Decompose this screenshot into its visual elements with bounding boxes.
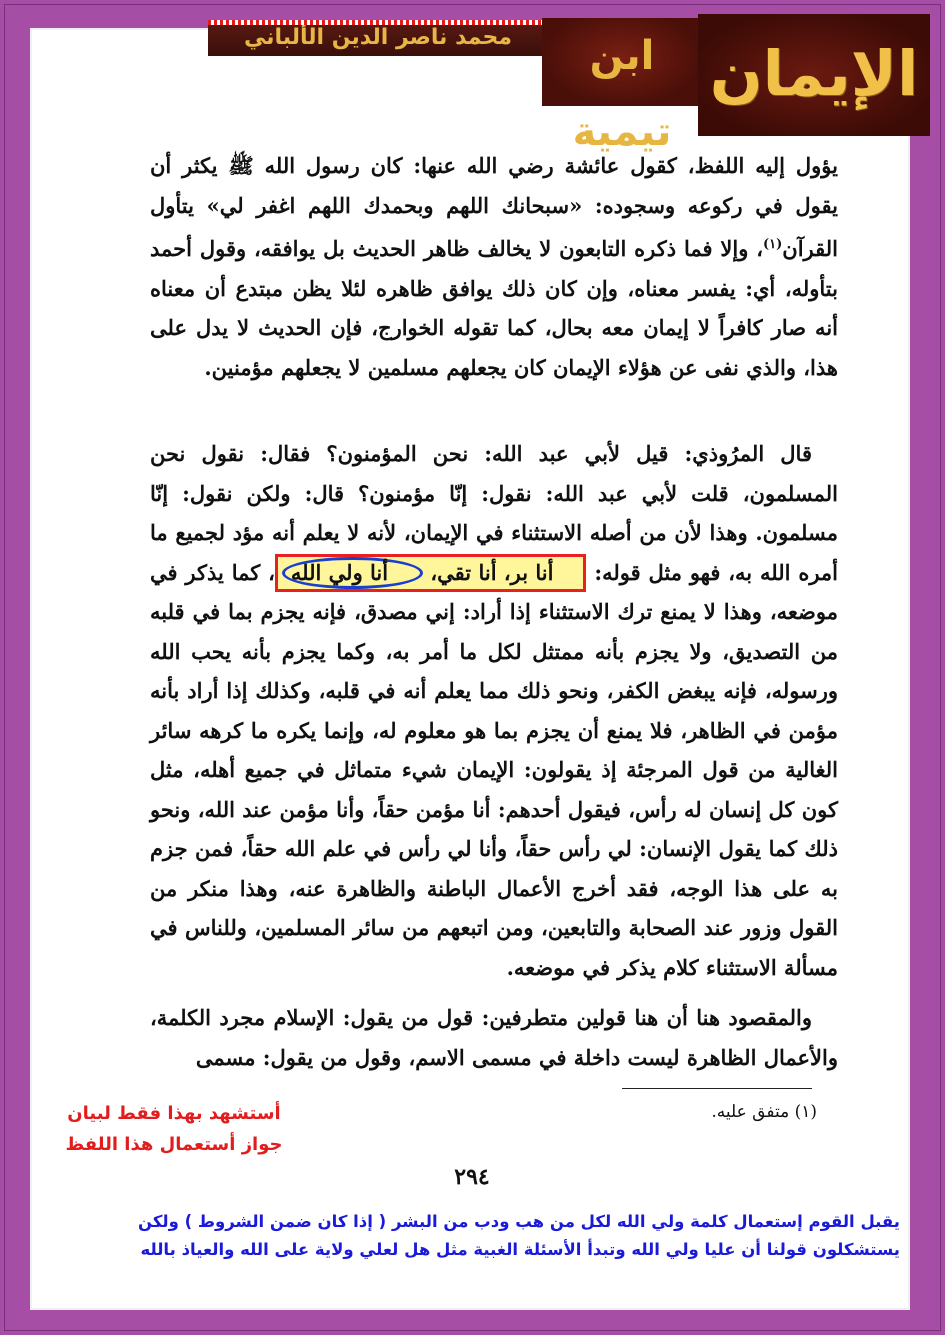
paragraph-1-continued: ، وإلا فما ذكره التابعون لا يخالف ظاهر الحديث بل يوافقه، وقول أحمد بتأوله، أي: يفسر معناه، وإن كان ذلك يوافق ظاهره لئلا يظن مبتدع أن معناه أنه صار كافراً لا إيمان معه بحال، كما تقوله الخوارج، فإن الحديث لا يدل على هذا، والذي نفى عن هؤلاء الإيمان كان يجعلهم مسلمين لا يجعلهم مؤمنين. [150, 236, 838, 380]
paragraph-2-after: ، كما يذكر في موضعه، وهذا لا يمنع ترك الاستثناء إذا أراد: إني مصدق، فإنه يجزم بما في قلبه من التصديق، ولا يجزم بأنه ممتثل لكل ما أمر به، وكما يجزم بأنه يحب الله ورسوله، فإنه يبغض الكفر، ونحو ذلك مما يعلم أنه في قلبه، وكذلك إذا أراد بأنه مؤمن في الظاهر، فلا يمنع أن يجزم بما هو معلوم له، وإنما يكره ما كرهه سائر الغالية من قول المرجئة إذ يقولون: الإيمان شيء متماثل في جميع أهله، مثل كون كل إنسان له رأس، فيقول أحدهم: أنا مؤمن حقاً، وأنا مؤمن عند الله، ونحو ذلك كما يقول الإنسان: لي رأس حقاً، وأنا لي رأس في علم الله حقاً، فمن جزم به على هذا الوجه، فقد أخرج الأعمال الباطنة والظاهرة عنه، وهذا منكر من القول وزور عند الصحابة والتابعين، ومن اتبعهم من سائر المسلمين، وللناس في مسألة الاستثناء كلام يذكر في موضعه. [150, 559, 838, 980]
circled-phrase: أنا ولي الله [282, 557, 423, 589]
red-annotation-line-1: أستشهد بهذا فقط لبيان [67, 1103, 281, 1124]
paragraph-3-text: والمقصود هنا أن هنا قولين متطرفين: قول من يقول: الإسلام مجرد الكلمة، والأعمال الظاهرة ليست داخلة في مسمى الاسم، وقول من يقول: مسمى [150, 1005, 838, 1070]
page-number: ٢٩٤ [454, 1164, 490, 1190]
footnote-marker: (١) [763, 237, 783, 252]
book-title: الإيمان [709, 37, 919, 110]
paragraph-1-text: يؤول إليه اللفظ، كقول عائشة رضي الله عنها: كان رسول الله ﷺ يكثر أن يقول في ركوعه وسجوده: «سبحانك اللهم وبحمدك اللهم اغفر لي» يتأول القرآن [150, 153, 838, 261]
author-prefix: ابن تيمية [572, 33, 672, 155]
author-banner [208, 20, 548, 56]
book-title-banner [698, 14, 930, 136]
paragraph-2 [150, 434, 838, 987]
author-prefix-banner [542, 18, 702, 155]
highlighted-quote [275, 554, 587, 592]
scanned-page [30, 25, 919, 1310]
red-annotation-line-2: جواز أستعمال هذا اللفظ [65, 1134, 283, 1155]
footnote-divider [622, 1088, 812, 1089]
footnote: (١) متفق عليه. [711, 1102, 817, 1122]
red-annotation [60, 1098, 288, 1160]
paragraph-3 [150, 998, 838, 1077]
editor-name: محمد ناصر الدين الألباني [243, 25, 513, 50]
highlighted-quote-text: أنا بر، أنا تقي، [423, 559, 554, 585]
paragraph-1 [150, 146, 838, 387]
blue-commentary: يقبل القوم إستعمال كلمة ولي الله لكل من هب ودب من البشر ( إذا كان ضمن الشروط ) ولكن يستشكلون قولنا أن عليا ولي الله وتبدأ الأسئلة الغبية مثل هل لعلي ولاية على الله والعياذ بالله [137, 1212, 900, 1259]
paragraph-2-before: قال المرُوذي: قيل لأبي عبد الله: نحن المؤمنون؟ فقال: نقول نحن المسلمون، قلت لأبي عبد الله: نقول: إنّا مؤمنون؟ قال: ولكن نقول: إنّا مسلمون. وهذا لأن من أصله الاستثناء في الإيمان، لأنه لا يعلم أنه مؤد لجميع ما أمره الله به، فهو مثل قوله: [150, 441, 838, 585]
